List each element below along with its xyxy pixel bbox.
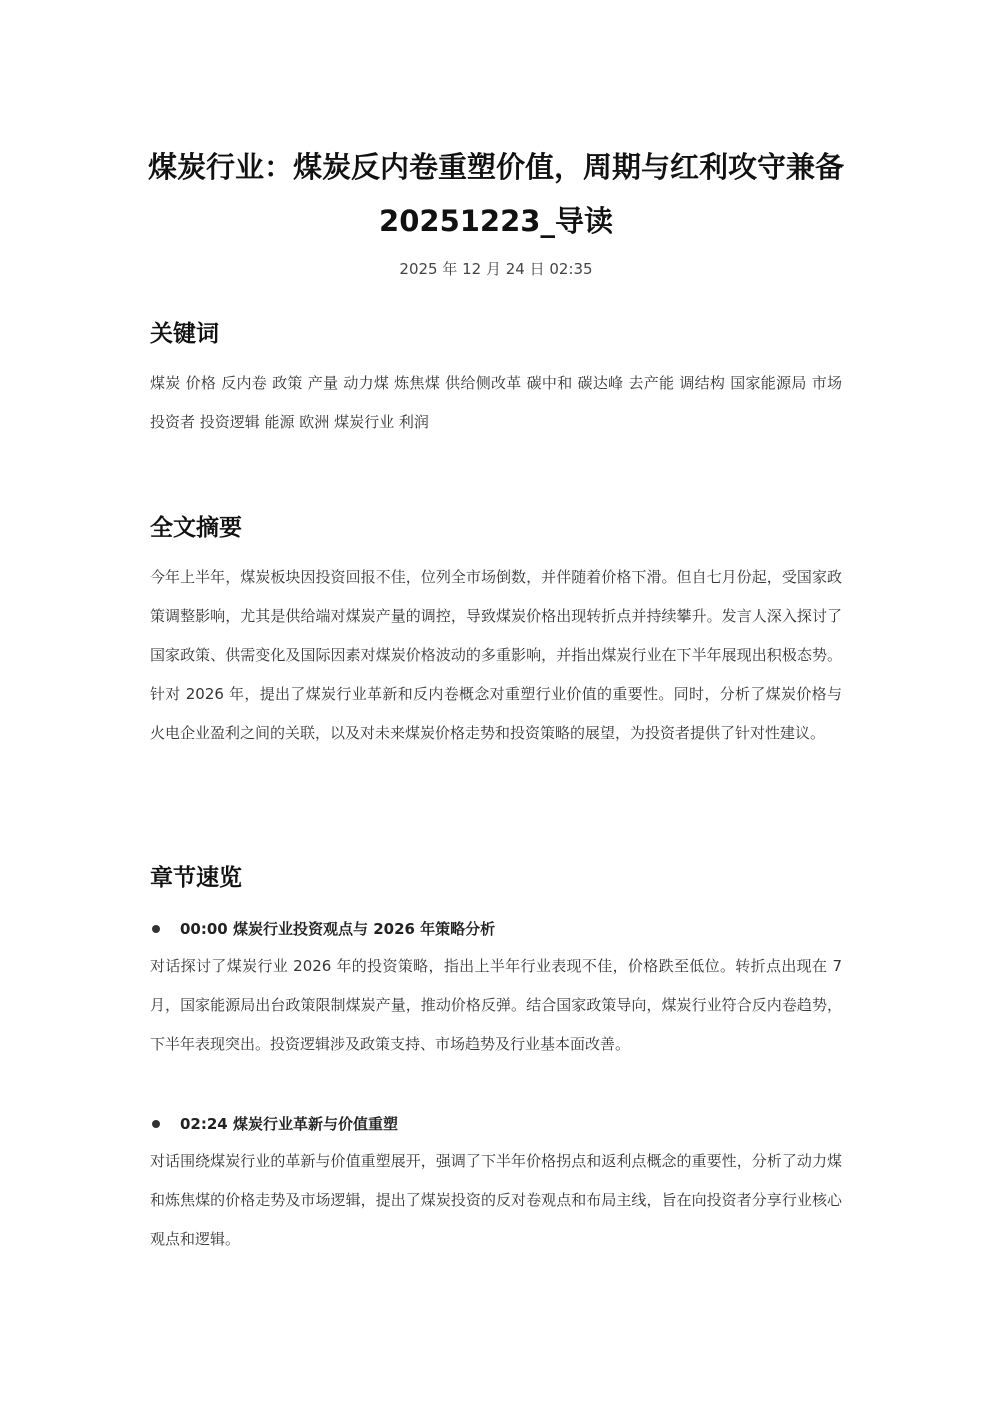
chapter-title: 02:24 煤炭行业革新与价值重塑 (180, 1115, 398, 1133)
chapter-header (150, 1112, 842, 1136)
chapter-text: 对话探讨了煤炭行业 2026 年的投资策略，指出上半年行业表现不佳，价格跌至低位。转折点出现在 7 月，国家能源局出台政策限制煤炭产量，推动价格反弹。结合国家政策导向，煤炭行业符合反内卷趋势，下半年表现突出。投资逻辑涉及政策支持、市场趋势及行业基本面改善。 (150, 957, 842, 1053)
chapter-title: 00:00 煤炭行业投资观点与 2026 年策略分析 (180, 920, 496, 938)
chapter-header (150, 917, 842, 941)
keywords-text: 煤炭 价格 反内卷 政策 产量 动力煤 炼焦煤 供给侧改革 碳中和 碳达峰 去产能 调结构 国家能源局 市场 投资者 投资逻辑 能源 欧洲 煤炭行业 利润 (150, 374, 842, 431)
chapter-item (150, 1112, 842, 1248)
chapter-item (150, 917, 842, 1053)
summary-text: 今年上半年，煤炭板块因投资回报不佳，位列全市场倒数，并伴随着价格下滑。但自七月份起，受国家政策调整影响，尤其是供给端对煤炭产量的调控，导致煤炭价格出现转折点并持续攀升。发言人深入探讨了国家政策、供需变化及国际因素对煤炭价格波动的多重影响，并指出煤炭行业在下半年展现出积极态势。针对 2026 年，提出了煤炭行业革新和反内卷概念对重塑行业价值的重要性。同时，分析了煤炭价格与火电企业盈利之间的关联，以及对未来煤炭价格走势和投资策略的展望，为投资者提供了针对性建议。 (150, 568, 842, 742)
bullet-icon (152, 925, 160, 933)
chapters-heading: 章节速览 (150, 865, 242, 891)
bullet-icon (152, 1120, 160, 1128)
document-date: 2025 年 12 月 24 日 02:35 (399, 260, 593, 278)
chapter-text: 对话围绕煤炭行业的革新与价值重塑展开，强调了下半年价格拐点和返利点概念的重要性，分析了动力煤和炼焦煤的价格走势及市场逻辑，提出了煤炭投资的反对卷观点和布局主线，旨在向投资者分享行业核心观点和逻辑。 (150, 1152, 842, 1248)
summary-heading: 全文摘要 (150, 515, 242, 541)
keywords-heading: 关键词 (150, 321, 219, 347)
document-title: 煤炭行业：煤炭反内卷重塑价值，周期与红利攻守兼备 20251223_导读 (147, 150, 844, 238)
